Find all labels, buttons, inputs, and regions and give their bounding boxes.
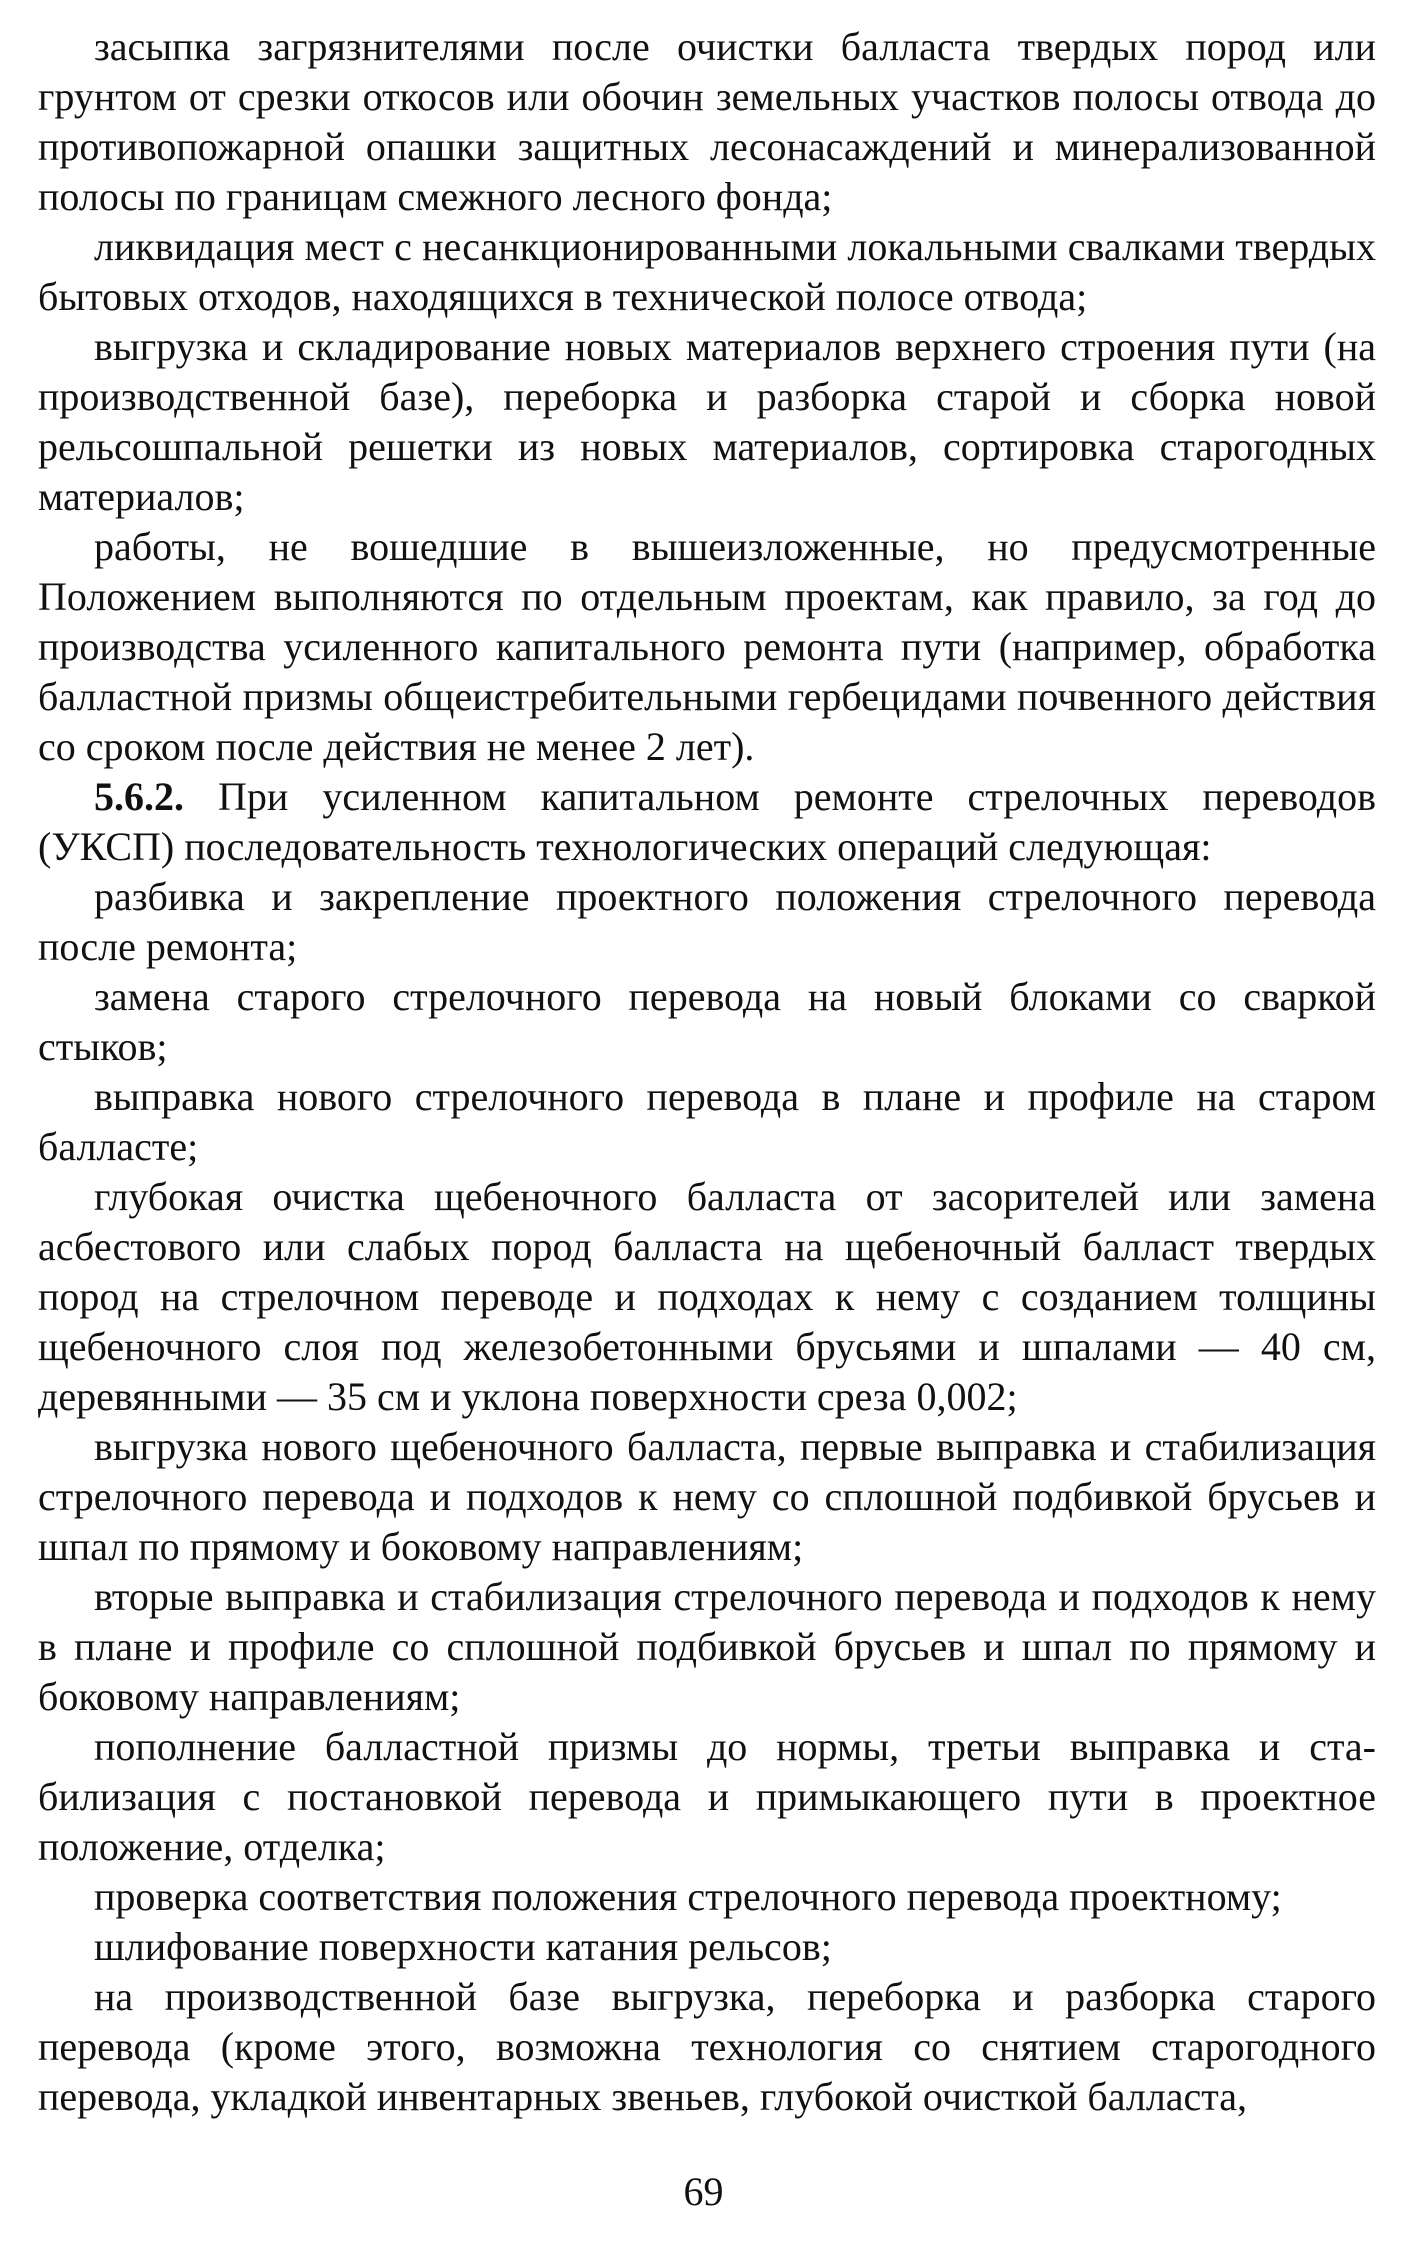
paragraph: выгрузка и складирование новых материалов верхнего строения пути (на производственной базе), переборка и разборка старой и сборка новой рельсошпальной решетки из новых материалов, сортировка старогодных материалов;	[38, 324, 1376, 519]
section-intro-text: При усиленном капитальном ремонте стрелочных переводов (УКСП) последовательность технологических операций следующая:	[38, 774, 1376, 869]
list-item: глубокая очистка щебеночного балласта от засорителей или замена асбестового или слабых пород балласта на щебеночный балласт твердых пород на стрелочном переводе и подходах к нему с созданием толщины щебеночного слоя под железобетонными брусьями и шпалами — 40 см, деревянными — 35 см и уклона поверхности среза 0,002;	[38, 1174, 1376, 1419]
list-item: на производственной базе выгрузка, переборка и разборка старого перевода (кроме этого, возможна технология со снятием старогодного перевода, укладкой инвентарных звеньев, глубокой очисткой балласта,	[38, 1974, 1376, 2119]
list-item: шлифование поверхности катания рельсов;	[94, 1924, 832, 1969]
paragraph: работы, не вошедшие в вышеизложенные, но предусмотренные Положением выполняются по отдельным проектам, как правило, за год до производства усиленного капитального ремонта пути (например, обработка балластной призмы общеистребительными гербецидами почвенного действия со сроком после действия не менее 2 лет).	[38, 524, 1376, 769]
list-item: проверка соответствия положения стрелочного перевода проектному;	[94, 1874, 1282, 1919]
list-item: вторые выправка и стабилизация стрелочного перевода и подходов к нему в плане и профиле со сплошной подбивкой брусьев и шпал по прямому и боковому направлениям;	[38, 1574, 1376, 1719]
list-item: замена старого стрелочного перевода на новый блоками со сваркой стыков;	[38, 974, 1376, 1069]
paragraph: ликвидация мест с несанкционированными локальными свалками твердых бытовых отходов, находящихся в технической полосе отвода;	[38, 224, 1376, 319]
paragraph: засыпка загрязнителями после очистки балласта твердых пород или грунтом от срезки откосов или обочин земельных участков полосы отвода до противопожарной опашки защитных лесонасаждений и минерализованной полосы по границам смежного лесного фонда;	[38, 24, 1376, 219]
list-item: выгрузка нового щебеночного балласта, первые выправка и стабилизация стрелочного перевода и подходов к нему со сплошной подбивкой брусьев и шпал по прямому и боковому направлениям;	[38, 1424, 1376, 1569]
section-number: 5.6.2.	[94, 774, 184, 819]
list-item: пополнение балластной призмы до нормы, третьи выправка и стабилизация с постановкой перевода и примыкающего пути в проектное положение, отделка;	[38, 1724, 1376, 1869]
list-item: разбивка и закрепление проектного положения стрелочного перевода после ремонта;	[38, 874, 1376, 969]
page-number: 69	[683, 2169, 724, 2214]
page-body	[38, 22, 1376, 2122]
list-item: выправка нового стрелочного перевода в плане и профиле на старом балласте;	[38, 1074, 1376, 1169]
section-heading-paragraph	[38, 772, 1376, 872]
